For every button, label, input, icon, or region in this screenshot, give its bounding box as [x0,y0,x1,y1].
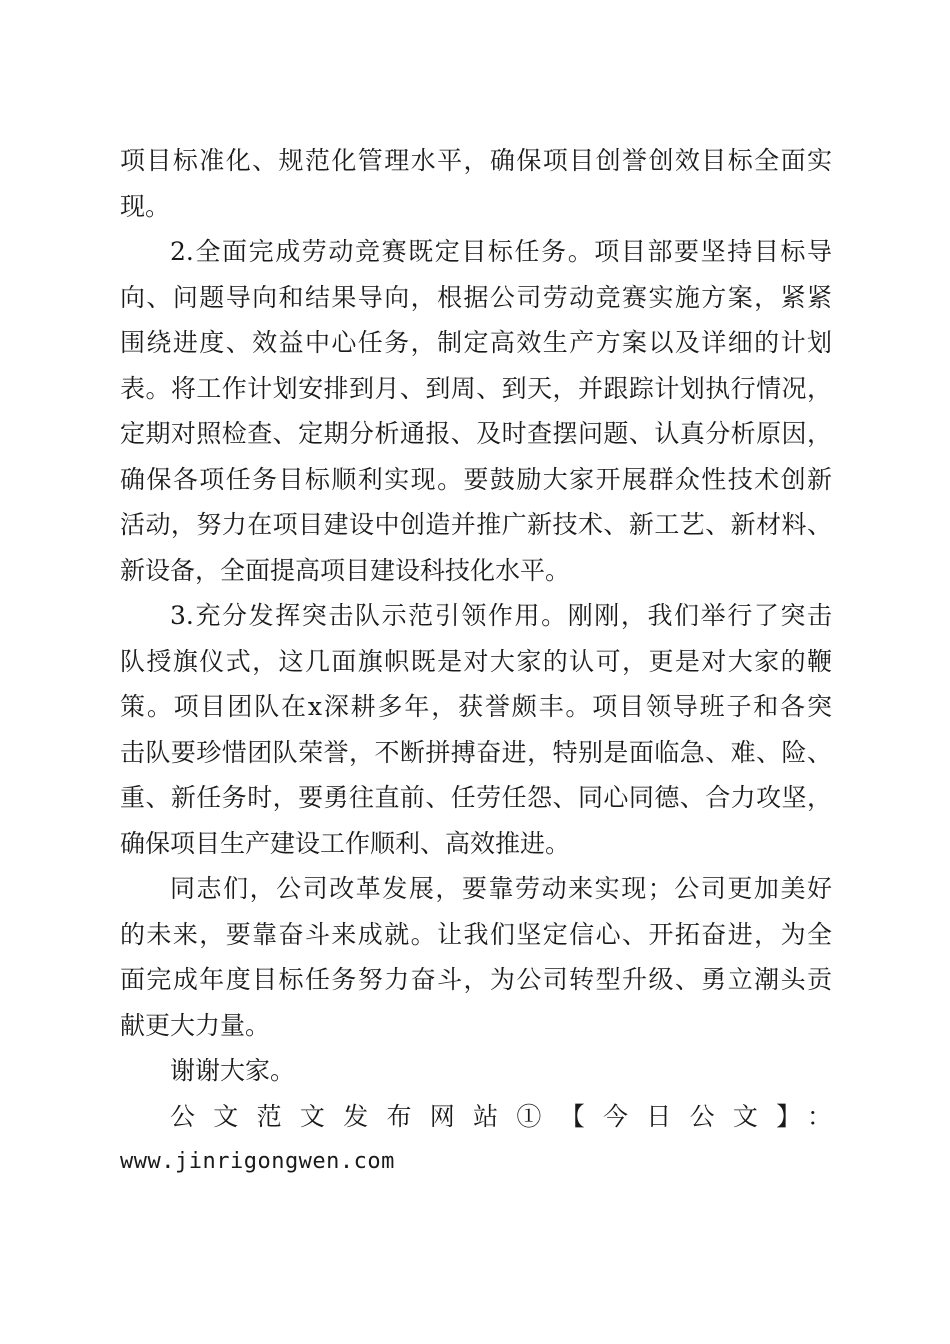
text-line: 表。将工作计划安排到月、到周、到天，并跟踪计划执行情况， [120,373,832,403]
text-line: 确保各项任务目标顺利实现。要鼓励大家开展群众性技术创新 [120,464,832,494]
text-line: 献更大力量。 [120,1010,271,1040]
text-line: 围绕进度、效益中心任务，制定高效生产方案以及详细的计划 [120,328,832,357]
text-line: 策。项目团队在x深耕多年，获誉颇丰。项目领导班子和各突 [120,692,832,721]
text-line: 面完成年度目标任务努力奋斗，为公司转型升级、勇立潮头贡 [120,965,832,994]
text-line: 新设备，全面提高项目建设科技化水平。 [120,555,571,585]
text-line: 队授旗仪式，这几面旗帜既是对大家的认可，更是对大家的鞭 [120,646,832,676]
text-line: 确保项目生产建设工作顺利、高效推进。 [120,828,571,858]
source-url[interactable]: www.jinrigongwen.com [120,1149,395,1174]
text-line: 重、新任务时，要勇往直前、任劳任怨、同心同德、合力攻坚， [120,783,832,812]
text-line: 定期对照检查、定期分析通报、及时查摆问题、认真分析原因， [120,419,832,448]
text-line: 现。 [120,191,171,221]
source-site-line: 公文范文发布网站①【今日公文】： [170,1101,832,1131]
document-page [120,138,832,1185]
text-line: 2.全面完成劳动竞赛既定目标任务。项目部要坚持目标导 [170,237,832,266]
text-line: 项目标准化、规范化管理水平，确保项目创誉创效目标全面实 [120,146,832,175]
text-line: 向、问题导向和结果导向，根据公司劳动竞赛实施方案，紧紧 [120,282,832,312]
text-line: 3.充分发挥突击队示范引领作用。刚刚，我们举行了突击 [170,601,832,630]
text-line: 谢谢大家。 [170,1056,296,1085]
text-line: 击队要珍惜团队荣誉，不断拼搏奋进，特别是面临急、难、险、 [120,737,832,767]
text-line: 活动，努力在项目建设中创造并推广新技术、新工艺、新材料、 [120,510,832,539]
text-line: 的未来，要靠奋斗来成就。让我们坚定信心、开拓奋进，为全 [120,919,832,949]
text-line: 同志们，公司改革发展，要靠劳动来实现；公司更加美好 [170,874,832,903]
